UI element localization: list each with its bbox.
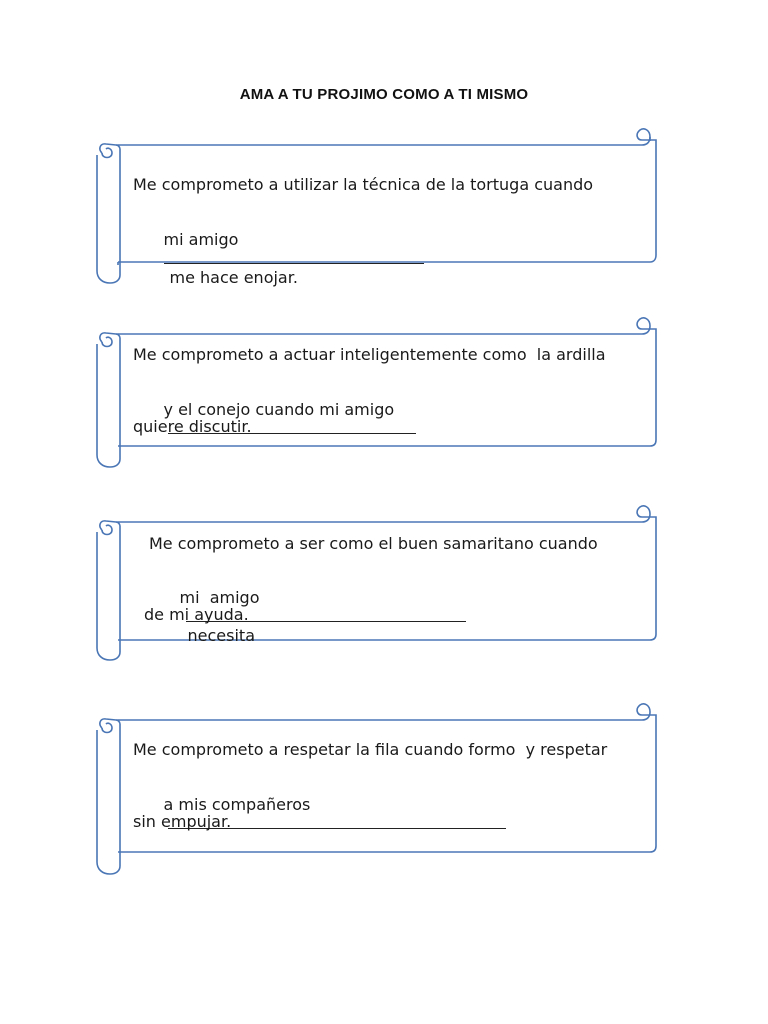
scroll-4-line-1: Me comprometo a respetar la fila cuando formo y respetar: [133, 740, 608, 759]
scroll-2-line-1: Me comprometo a actuar inteligentemente como la ardilla: [133, 345, 606, 364]
commitment-scroll-4: [94, 700, 660, 878]
commitment-scroll-2: [94, 314, 660, 469]
page-title: AMA A TU PROJIMO COMO A TI MISMO: [239, 86, 529, 103]
scroll-2-line-3: quiere discutir.: [133, 417, 252, 436]
scroll-4-line-2-start: a mis compañeros: [163, 795, 311, 814]
scroll-2-line-2-start: y el conejo cuando mi amigo: [163, 400, 395, 419]
commitment-scroll-3: [94, 502, 660, 662]
scroll-1-line-2-start: mi amigo: [163, 230, 239, 249]
scroll-1-line-2-end: me hace enojar.: [169, 268, 298, 287]
scroll-4-line-3: sin empujar.: [133, 812, 232, 831]
scroll-3-line-2-start: mi amigo: [179, 588, 260, 607]
scroll-1-line-1: Me comprometo a utilizar la técnica de la tortuga cuando: [133, 175, 594, 194]
scroll-3-line-3: de mi ayuda.: [144, 605, 249, 624]
scroll-3-line-1: Me comprometo a ser como el buen samaritano cuando: [149, 534, 598, 553]
scroll-1-line-2: [133, 211, 424, 306]
commitment-scroll-1: [94, 125, 660, 285]
scroll-3-line-2-end: necesita: [187, 626, 255, 645]
fill-in-blank[interactable]: [164, 249, 424, 264]
